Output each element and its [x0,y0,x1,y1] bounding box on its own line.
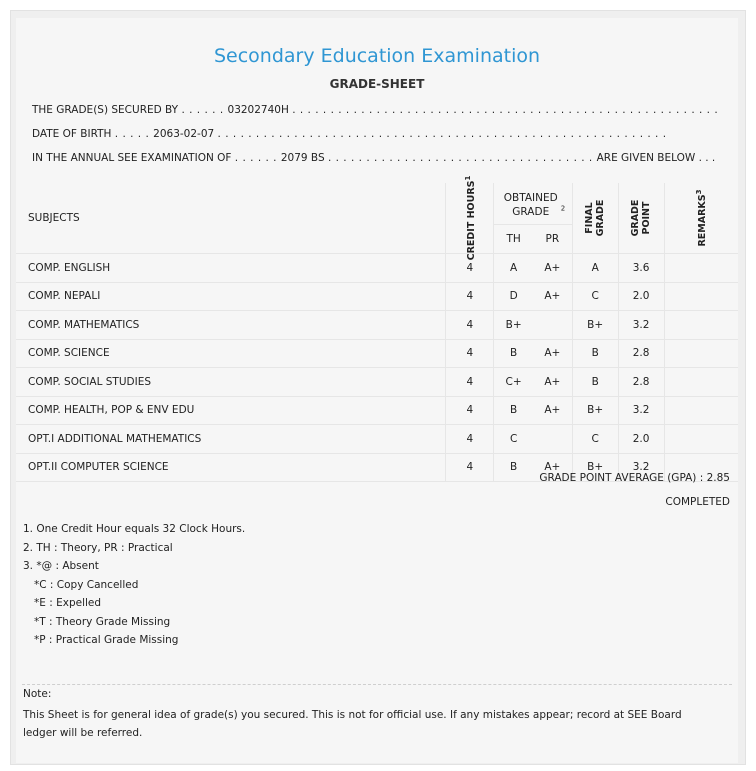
subject-cell: COMP. SCIENCE [16,339,446,368]
final-grade-header: FINAL GRADE [572,183,618,254]
footnotes [23,520,245,650]
note-text: This Sheet is for general idea of grade(s) you secured. This is not for official use. If any mistakes appear; record at SEE Board ledger will be referred. [23,709,682,739]
table-row [16,282,738,311]
credit-cell: 4 [446,425,494,454]
exam-label: IN THE ANNUAL SEE EXAMINATION OF [32,152,232,164]
gpa-line [539,472,730,484]
grade-point-cell: 2.8 [618,368,664,397]
final-grade-cell: B+ [572,311,618,340]
th-grade-cell: C [494,425,533,454]
th-grade-cell: B+ [494,311,533,340]
final-grade-cell: C [572,425,618,454]
credit-cell: 4 [446,368,494,397]
subject-cell: OPT.I ADDITIONAL MATHEMATICS [16,425,446,454]
symbol-number: 03202740H [227,104,289,116]
final-grade-cell: B+ [572,453,618,482]
footnote: 1. One Credit Hour equals 32 Clock Hours. [23,523,246,535]
subject-cell: COMP. MATHEMATICS [16,311,446,340]
footnote: *E : Expelled [34,597,102,609]
grade-point-cell: 2.0 [618,282,664,311]
subject-cell: OPT.II COMPUTER SCIENCE [16,453,446,482]
remarks-cell [664,311,738,340]
grade-point-cell: 2.8 [618,339,664,368]
th-grade-cell: B [494,453,533,482]
credit-hours-header: CREDIT HOURS$^1$ [446,183,494,254]
final-grade-cell: B [572,368,618,397]
secured-by-label: THE GRADE(S) SECURED BY [32,104,179,116]
obtained-grade-header: OBTAINED GRADE $^2$ [494,183,573,225]
exam-suffix: ARE GIVEN BELOW . . . [596,152,716,164]
subject-cell: COMP. SOCIAL STUDIES [16,368,446,397]
pr-grade-cell: A+ [533,339,572,368]
credit-cell: 4 [446,254,494,283]
result-status: COMPLETED [665,496,730,508]
table-row [16,425,738,454]
grade-point-cell: 3.6 [618,254,664,283]
grade-point-cell: 3.2 [618,396,664,425]
final-grade-cell: C [572,282,618,311]
remarks-cell [664,396,738,425]
th-grade-cell: B [494,339,533,368]
credit-cell: 4 [446,396,494,425]
remarks-cell [664,425,738,454]
remarks-cell [664,368,738,397]
table-row [16,339,738,368]
credit-cell: 4 [446,282,494,311]
pr-grade-cell: A+ [533,282,572,311]
subject-cell: COMP. ENGLISH [16,254,446,283]
gpa-value: 2.85 [706,472,730,484]
final-grade-cell: A [572,254,618,283]
grades-table [16,175,738,482]
sheet-subtitle: GRADE-SHEET [329,77,425,91]
th-grade-cell: C+ [494,368,533,397]
table-row [16,368,738,397]
exam-year: 2079 BS [280,152,325,164]
th-grade-cell: D [494,282,533,311]
gpa-label: GRADE POINT AVERAGE (GPA) : [539,472,704,484]
secured-by-line: THE GRADE(S) SECURED BY . . . . . . 03202740H . . . . . . . . . . . . . . . . . . . . . . . . . . . . . . . . . . . . . . . . . . . . . . . . . . . . . . . . [32,104,719,116]
pr-grade-cell: A+ [533,396,572,425]
subject-cell: COMP. HEALTH, POP & ENV EDU [16,396,446,425]
footnote: *P : Practical Grade Missing [34,634,179,646]
pr-grade-cell: A+ [533,453,572,482]
dob-value: 2063-02-07 [153,128,215,140]
credit-cell: 4 [446,339,494,368]
divider [22,684,732,685]
table-row [16,254,738,283]
dob-label: DATE OF BIRTH [32,128,112,140]
footnote: 3. *@ : Absent [23,560,99,572]
pr-grade-cell [533,311,572,340]
subject-cell: COMP. NEPALI [16,282,446,311]
grade-point-cell: 3.2 [618,311,664,340]
pr-grade-cell: A+ [533,368,572,397]
th-header: TH [494,225,533,254]
subjects-header: SUBJECTS [16,183,446,254]
remarks-cell [664,282,738,311]
pr-grade-cell [533,425,572,454]
final-grade-cell: B [572,339,618,368]
th-grade-cell: B [494,396,533,425]
remarks-header: REMARKS$^3$ [664,183,738,254]
table-header-row [16,183,738,225]
grade-point-header: GRADE POINT [618,183,664,254]
remarks-cell [664,254,738,283]
footnote: *C : Copy Cancelled [34,578,139,591]
footnote: 2. TH : Theory, PR : Practical [23,541,173,554]
grade-sheet [16,18,738,763]
table-row [16,311,738,340]
pr-grade-cell: A+ [533,254,572,283]
final-grade-cell: B+ [572,396,618,425]
footnote: *T : Theory Grade Missing [34,615,171,628]
credit-cell: 4 [446,311,494,340]
pr-header: PR [533,225,572,254]
note-label: Note: [23,688,52,700]
dob-line: DATE OF BIRTH . . . . . 2063-02-07 . . . . . . . . . . . . . . . . . . . . . . . . . . . . . . . . . . . . . . . . . . . . . . . . . . . . . . . . . . . [32,128,667,140]
table-row [16,396,738,425]
exam-line: IN THE ANNUAL SEE EXAMINATION OF . . . . . . 2079 BS . . . . . . . . . . . . . . . . . . . . . . . . . . . . . . . . . . . ARE GIVEN BELOW . . . [32,152,716,164]
th-grade-cell: A [494,254,533,283]
exam-title: Secondary Education Examination [213,45,541,67]
credit-cell: 4 [446,453,494,482]
remarks-cell [664,339,738,368]
grade-point-cell: 2.0 [618,425,664,454]
grade-point-cell: 3.2 [618,453,664,482]
